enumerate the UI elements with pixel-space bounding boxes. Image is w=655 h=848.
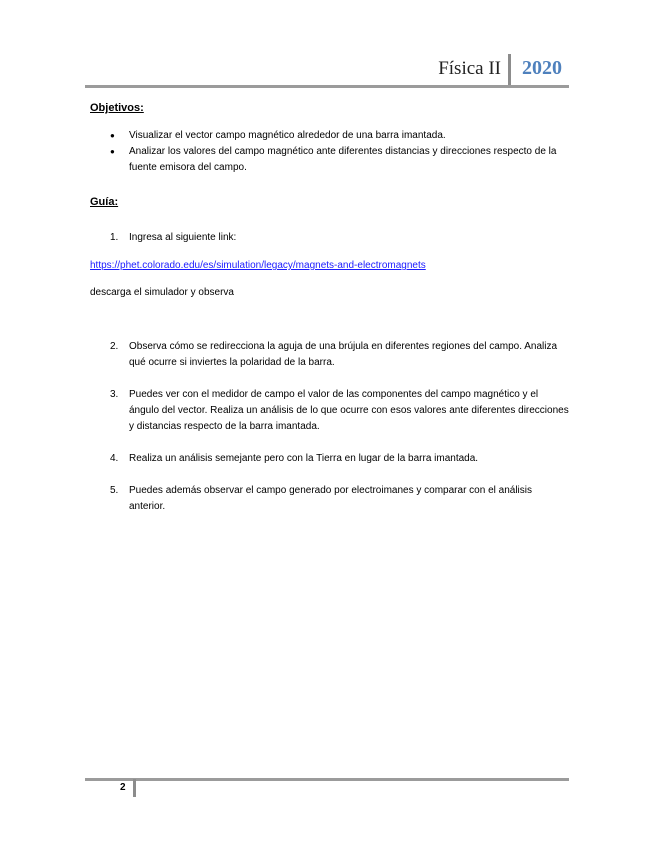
- step-1-text: Ingresa al siguiente link:: [129, 232, 237, 243]
- step-2-number: 2.: [110, 341, 119, 352]
- objetivo-item-2: ● Analizar los valores del campo magnético ante diferentes distancias y direcciones respecto de la fuente emisora del campo.: [90, 144, 570, 176]
- phet-simulation-link[interactable]: https://phet.colorado.edu/es/simulation/legacy/magnets-and-electromagnets: [90, 260, 426, 271]
- step-4-number: 4.: [110, 453, 119, 464]
- header-year: 2020: [522, 57, 562, 79]
- objetivos-list: [90, 128, 570, 176]
- step-5: [90, 483, 570, 515]
- footer-rule: [85, 778, 569, 781]
- step-4-text: Realiza un análisis semejante pero con la Tierra en lugar de la barra imantada.: [129, 453, 479, 464]
- step-2: [90, 339, 570, 371]
- objetivos-heading: Objetivos:: [90, 102, 144, 114]
- page-header: [85, 50, 569, 88]
- header-title: Física II: [438, 58, 501, 79]
- step-2-text: Observa cómo se redirecciona la aguja de una brújula en diferentes regiones del campo. Analiza qué ocurre si inviertes la polaridad de la barra.: [129, 341, 558, 368]
- header-rule: [85, 85, 569, 88]
- objetivo-item-1: ● Visualizar el vector campo magnético alrededor de una barra imantada.: [90, 128, 570, 144]
- after-link-text: descarga el simulador y observa: [90, 287, 234, 298]
- guia-heading: Guía:: [90, 196, 119, 208]
- step-1: [90, 230, 570, 246]
- header-divider: [508, 54, 511, 85]
- footer-divider: [133, 779, 136, 797]
- step-1-number: 1.: [110, 232, 119, 243]
- step-5-number: 5.: [110, 485, 119, 496]
- page-number: 2: [120, 782, 126, 793]
- document-body: [90, 100, 570, 515]
- step-4: [90, 451, 570, 467]
- step-3: [90, 387, 570, 435]
- step-3-text: Puedes ver con el medidor de campo el valor de las componentes del campo magnético y el ángulo del vector. Realiza un análisis de lo que ocurre con esos valores ante diferentes direcciones y distancias respecto de la barra imantada.: [129, 389, 569, 432]
- step-3-number: 3.: [110, 389, 119, 400]
- step-5-text: Puedes además observar el campo generado por electroimanes y comparar con el análisis anterior.: [129, 485, 532, 512]
